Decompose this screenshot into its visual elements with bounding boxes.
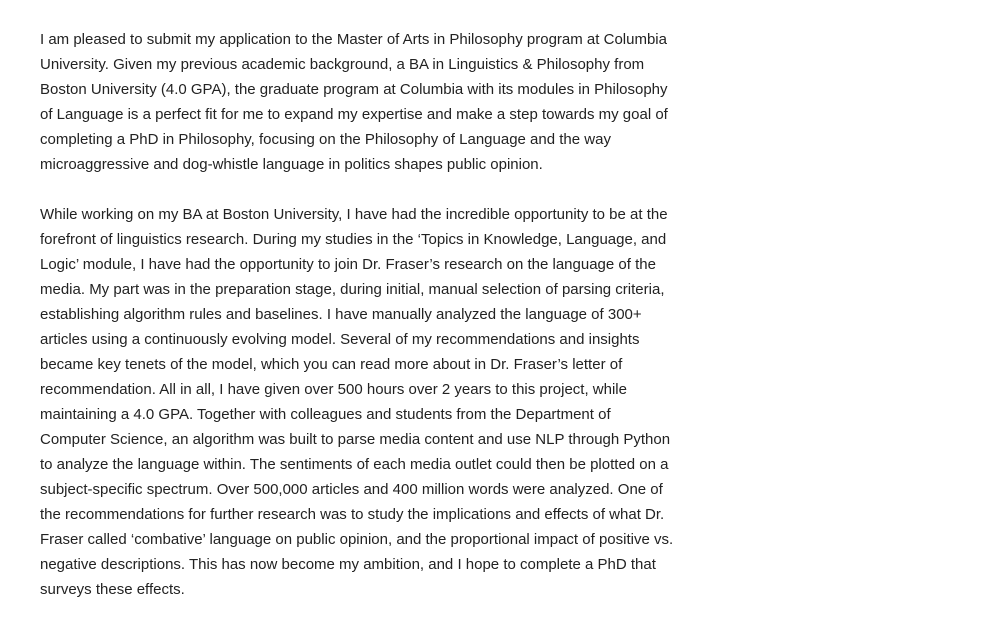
paragraph-intro: I am pleased to submit my application to the Master of Arts in Philosophy program at Columbia University. Given my previous academic background, a BA in Linguistics & Philosophy from Boston University (4.0 GPA), the graduate program at Columbia with its modules in Philosophy of Language is a perfect fit for me to expand my expertise and make a step towards my goal of completing a PhD in Philosophy, focusing on the Philosophy of Language and the way microaggressive and dog-whistle language in politics shapes public opinion.: [40, 31, 668, 173]
paragraph-research: While working on my BA at Boston University, I have had the incredible opportunity to be at the forefront of linguistics research. During my studies in the ‘Topics in Knowledge, Language, and Logic’ module, I have had the opportunity to join Dr. Fraser’s research on the language of the media. My part was in the preparation stage, during initial, manual selection of parsing criteria, establishing algorithm rules and baselines. I have manually analyzed the language of 300+ articles using a continuously evolving model. Several of my recommendations and insights became key tenets of the model, which you can read more about in Dr. Fraser’s letter of recommendation. All in all, I have given over 500 hours over 2 years to this project, while maintaining a 4.0 GPA. Together with colleagues and students from the Department of Computer Science, an algorithm was built to parse media content and use NLP through Python to analyze the language within. The sentiments of each media outlet could then be plotted on a subject-specific spectrum. Over 500,000 articles and 400 million words were analyzed. One of the recommendations for further research was to study the implications and effects of what Dr. Fraser called ‘combative’ language on public opinion, and the proportional impact of positive vs. negative descriptions. This has now become my ambition, and I hope to complete a PhD that surveys these effects.: [40, 206, 674, 598]
article-body: [40, 27, 676, 627]
